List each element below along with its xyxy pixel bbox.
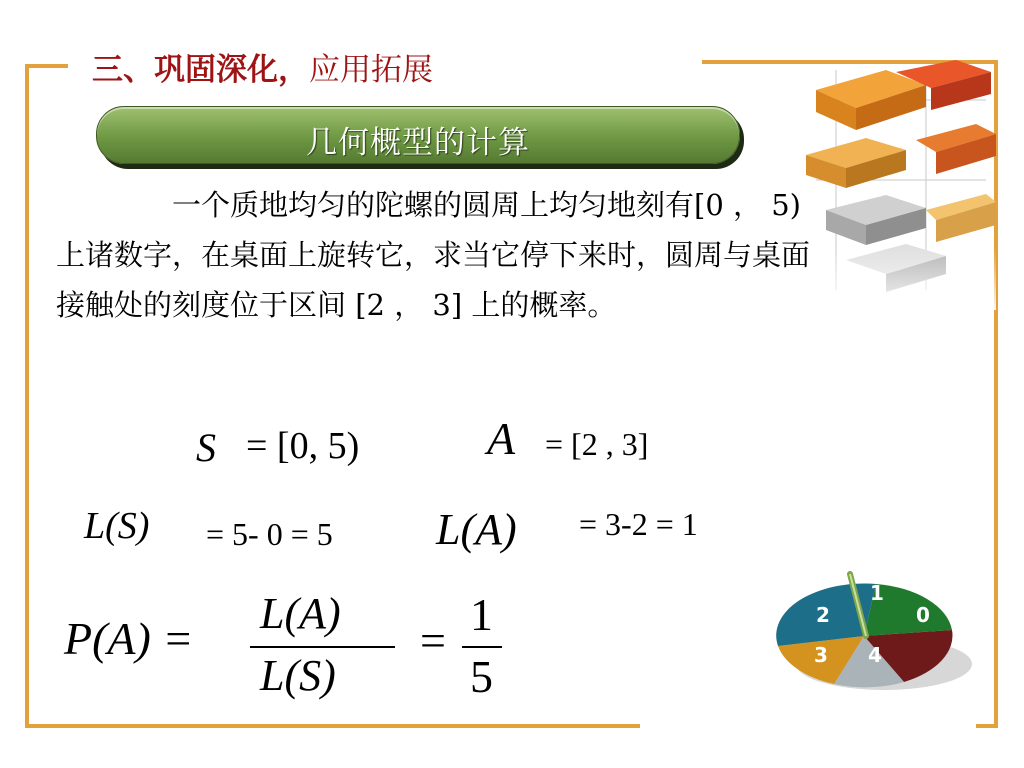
formula-ls-value: = 5- 0 = 5 [206, 516, 333, 552]
spinner-label-0: 0 [916, 603, 930, 627]
formula-a-value: = [2 , 3] [545, 426, 649, 462]
spinner-label-2: 2 [816, 603, 830, 627]
formula-la-label: L(A) [436, 505, 517, 554]
fraction2-numerator: 1 [470, 589, 493, 640]
formula-ls-label: L(S) [84, 505, 150, 547]
formula-s-label [196, 424, 216, 471]
fraction2-denominator: 5 [470, 651, 493, 702]
fraction-numerator: L(A) [260, 589, 341, 638]
fraction-one-fifth [462, 588, 502, 708]
a-symbol: A [487, 413, 516, 464]
banner-title: 几何概型的计算 [306, 125, 530, 161]
section-heading [92, 44, 433, 89]
formula-s-value: = [0, 5) [246, 425, 360, 467]
frame-left [25, 64, 29, 728]
s-symbol: S [196, 425, 216, 470]
problem-statement: 一个质地均匀的陀螺的圆周上均匀地刻有[0 ， 5)上诸数字，在桌面上旋转它，求当它停下来时，圆周与桌面接触处的刻度位于区间 [2 ， 3] 上的概率。 [56, 188, 811, 322]
formula-pa-label: P(A) = [64, 613, 194, 664]
frame-bottom-right [976, 724, 998, 728]
spinner-disc-graphic [774, 570, 976, 696]
fraction-denominator: L(S) [260, 651, 336, 700]
frame-bottom [25, 724, 640, 728]
fraction-la-over-ls [250, 588, 395, 708]
fraction2-bar [462, 646, 502, 648]
formula-equals: = [420, 615, 446, 666]
spinner-label-4: 4 [868, 643, 882, 667]
topic-banner [96, 106, 740, 164]
formula-a-label [487, 412, 515, 465]
spinner-label-3: 3 [814, 643, 828, 667]
frame-top-left [25, 64, 68, 68]
decorative-blocks-graphic [806, 60, 996, 310]
heading-bold: 三、巩固深化， [92, 52, 309, 88]
spinner-label-1: 1 [870, 581, 884, 605]
heading-light: 应用拓展 [309, 52, 433, 88]
fraction-bar [250, 646, 395, 648]
formula-la-value: = 3-2 = 1 [579, 506, 698, 542]
